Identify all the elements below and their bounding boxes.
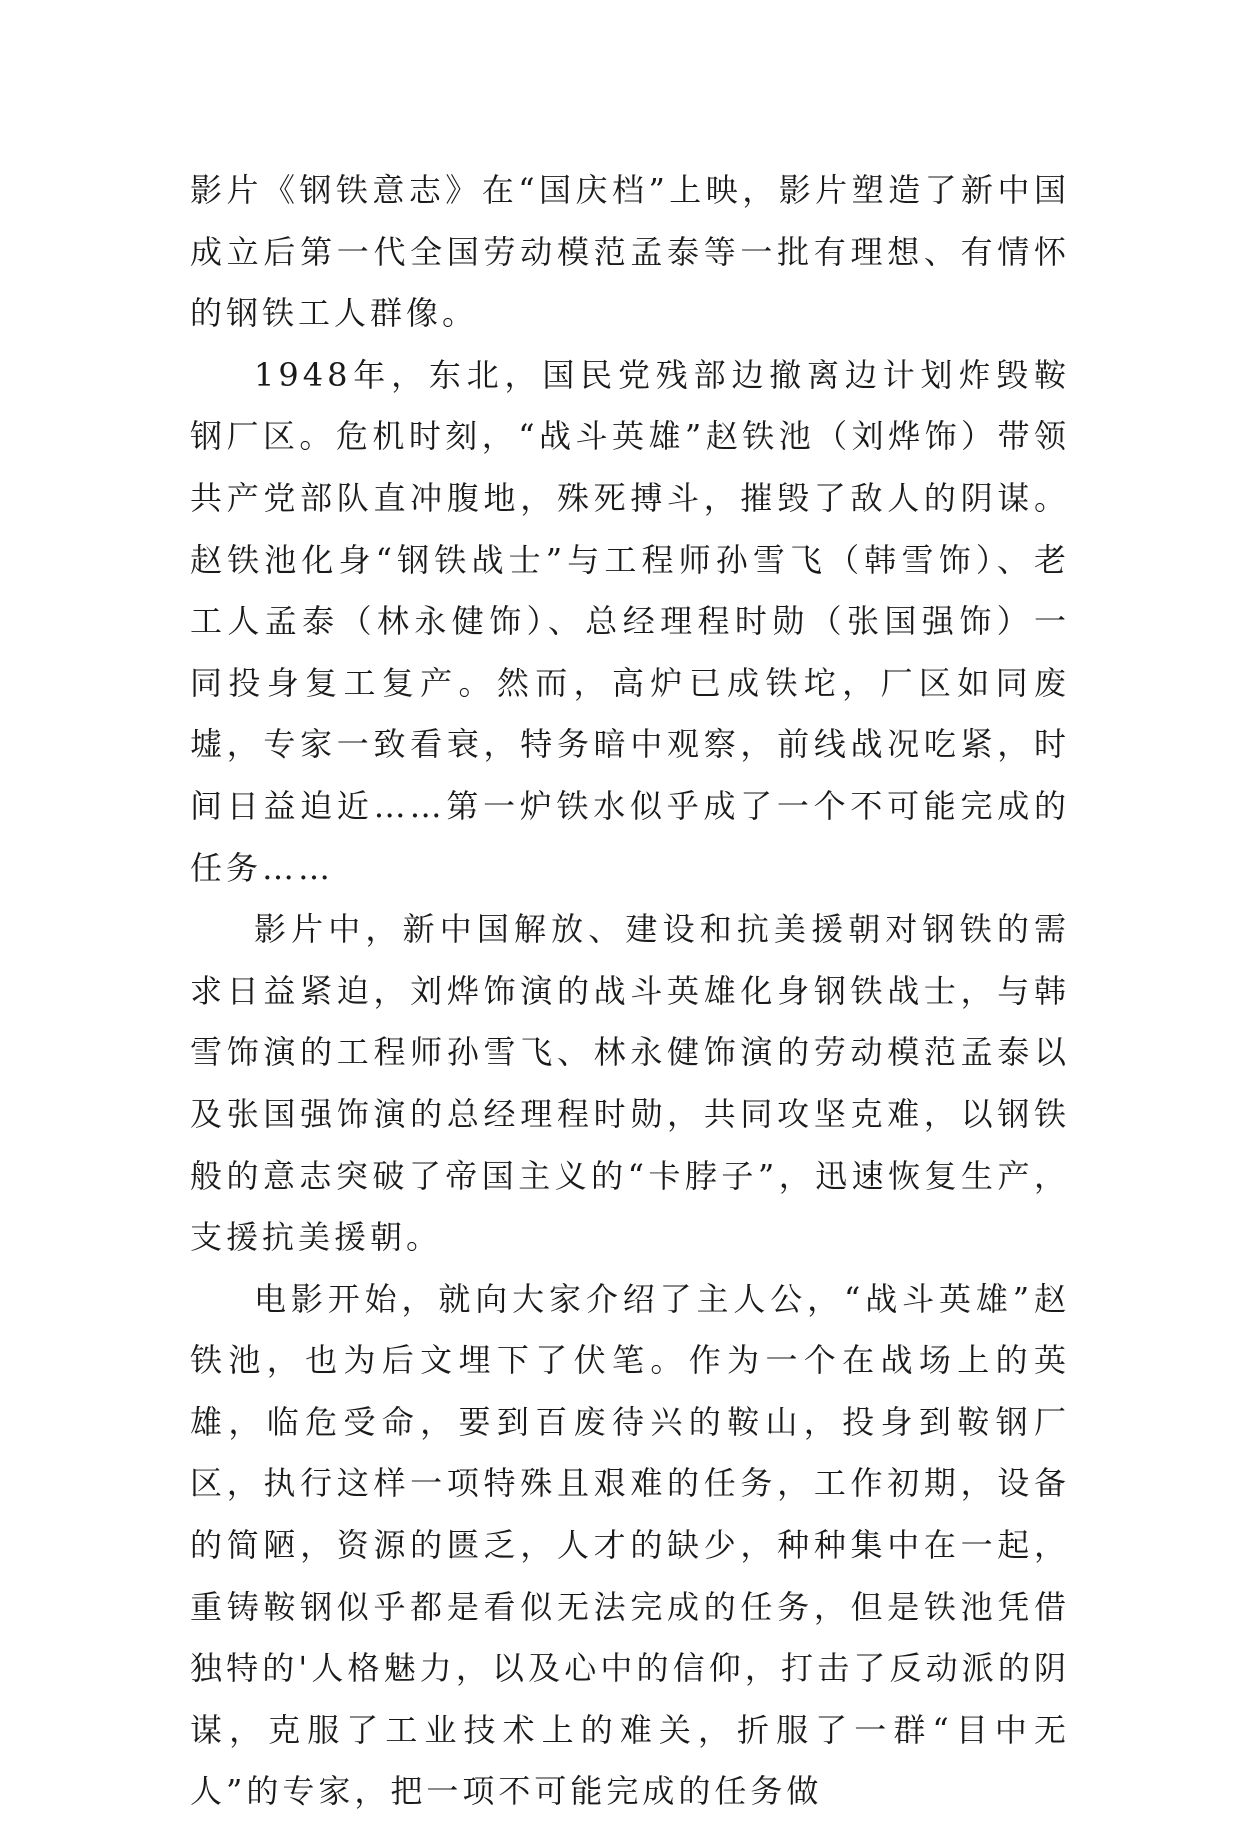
paragraph-film-summary: 影片中，新中国解放、建设和抗美援朝对钢铁的需求日益紧迫，刘烨饰演的战斗英雄化身钢铁战士，与韩雪饰演的工程师孙雪飞、林永健饰演的劳动模范孟泰以及张国强饰演的总经理程时勋，共同攻坚克难，以钢铁般的意志突破了帝国主义的“卡脖子”，迅速恢复生产，支援抗美援朝。	[190, 910, 1070, 1257]
paragraph-1948-plot: 1948年，东北，国民党残部边撤离边计划炸毁鞍钢厂区。危机时刻，“战斗英雄”赵铁池（刘烨饰）带领共产党部队直冲腹地，殊死搏斗，摧毁了敌人的阴谋。赵铁池化身“钢铁战士”与工程师孙雪飞（韩雪饰）、老工人孟泰（林永健饰）、总经理程时勋（张国强饰）一同投身复工复产。然而，高炉已成铁坨，厂区如同废墟，专家一致看衰，特务暗中观察，前线战况吃紧，时间日益迫近……第一炉铁水似乎成了一个不可能完成的任务……	[190, 355, 1070, 887]
paragraph-film-intro: 影片《钢铁意志》在“国庆档”上映，影片塑造了新中国成立后第一代全国劳动模范孟泰等一批有理想、有情怀的钢铁工人群像。	[190, 171, 1070, 333]
article-body	[190, 160, 1070, 1823]
paragraph-protagonist: 电影开始，就向大家介绍了主人公，“战斗英雄”赵铁池，也为后文埋下了伏笔。作为一个在战场上的英雄，临危受命，要到百废待兴的鞍山，投身到鞍钢厂区，执行这样一项特殊且艰难的任务，工作初期，设备的简陋，资源的匮乏，人才的缺少，种种集中在一起，重铸鞍钢似乎都是看似无法完成的任务，但是铁池凭借独特的'人格魅力，以及心中的信仰，打击了反动派的阴谋，克服了工业技术上的难关，折服了一群“目中无人”的专家，把一项不可能完成的任务做	[190, 1279, 1070, 1811]
